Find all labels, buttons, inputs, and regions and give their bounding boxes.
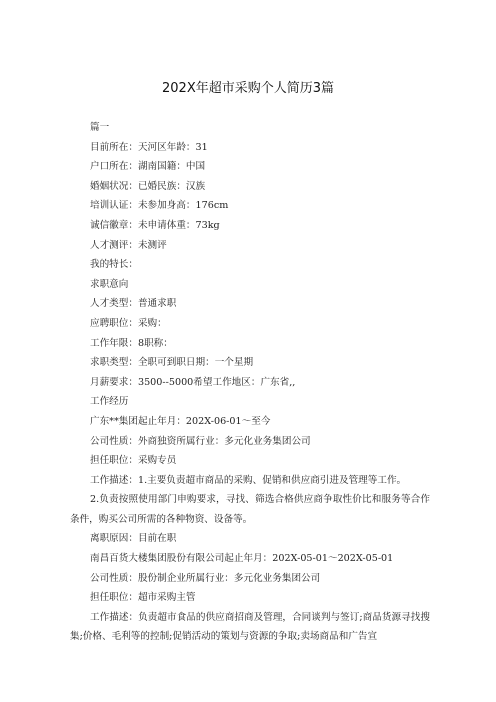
text-line: 培训认证：未参加身高：176cm xyxy=(90,200,229,212)
text-line: 工作描述：1.主要负责超市商品的采购、促销和供应商引进及管理等工作。 xyxy=(90,474,407,486)
text-line: 担任职位：采购专员 xyxy=(90,455,177,467)
text-line: 工作年限：8职称： xyxy=(90,337,173,349)
text-line: 南昌百货大楼集团股份有限公司起止年月：202X-05-01～202X-05-01 xyxy=(90,553,394,565)
paragraph: 2.负责按照使用部门申购要求，寻找、筛选合格供应商争取性价比和服务等合作条件，购买公司所需的各种物资、设备等。 xyxy=(70,494,430,525)
text-line: 户口所在：湖南国籍：中国 xyxy=(90,161,206,173)
text-line: 目前所在：天河区年龄：31 xyxy=(90,141,208,153)
text-line: 人才测评：未测评 xyxy=(90,239,167,251)
document-title: 202X年超市采购个人简历3篇 xyxy=(162,81,334,96)
text-line: 公司性质：股份制企业所属行业：多元化业务集团公司 xyxy=(90,572,321,584)
section-heading: 篇一 xyxy=(90,122,110,133)
text-line: 我的特长： xyxy=(90,259,138,271)
text-line: 离职原因：目前在职 xyxy=(90,533,177,545)
text-line: 公司性质：外商独资所属行业：多元化业务集团公司 xyxy=(90,435,311,447)
text-line: 求职类型：全职可到职日期：一个星期 xyxy=(90,357,254,369)
text-line: 广东**集团起止年月：202X-06-01～至今 xyxy=(90,415,271,427)
text-line: 担任职位：超市采购主管 xyxy=(90,592,196,604)
paragraph: 工作描述：负责超市食品的供应商招商及管理，合同谈判与签订;商品货源寻找搜集;价格、毛利等的控制;促销活动的策划与资源的争取;卖场商品和广告宣 xyxy=(70,611,430,643)
text-line: 婚姻状况：已婚民族：汉族 xyxy=(90,180,206,192)
section-heading: 求职意向 xyxy=(90,278,129,290)
text-line: 诚信徽章：未申请体重：73kg xyxy=(90,219,220,231)
text-line: 人才类型：普通求职 xyxy=(90,298,177,310)
document-body xyxy=(70,118,430,647)
text-line: 月薪要求：3500--5000希望工作地区：广东省,, xyxy=(90,376,296,388)
section-heading: 工作经历 xyxy=(90,396,129,408)
text-line: 应聘职位：采购： xyxy=(90,317,167,329)
